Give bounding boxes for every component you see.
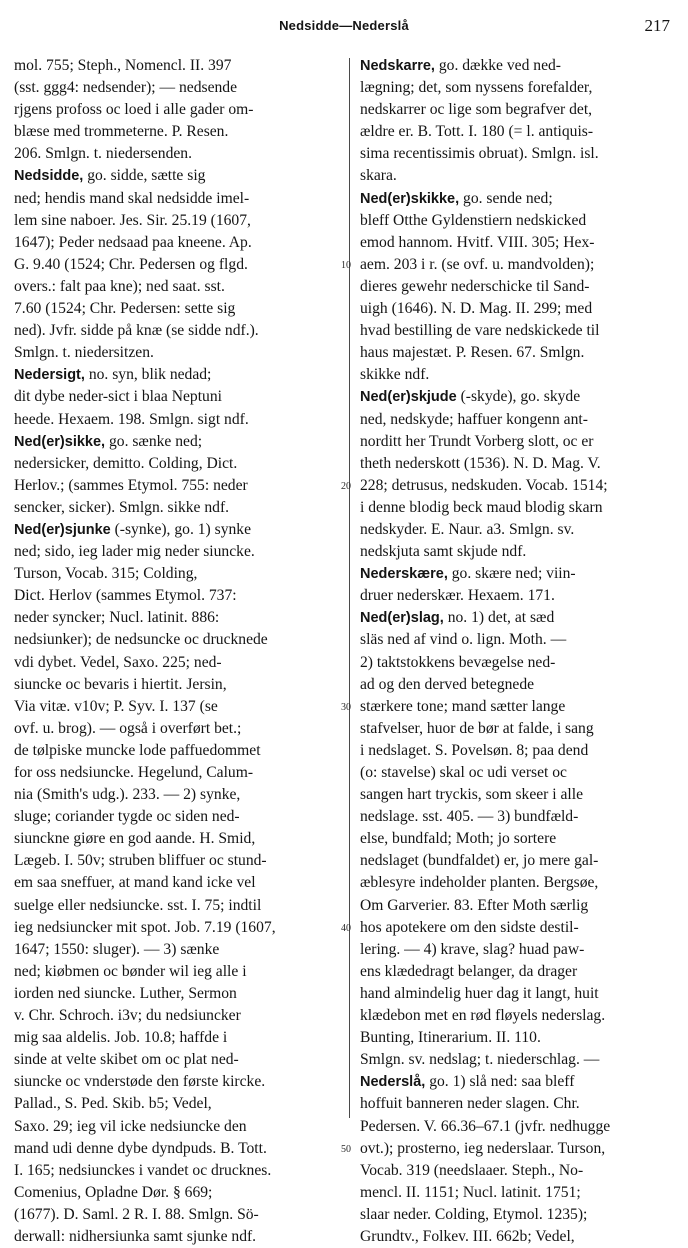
text-line: Om Garverier. 83. Efter Moth særlig [360,896,589,914]
left-column [14,55,336,1248]
text-line: ad og den derved betegnede [360,675,535,693]
text-line: blæse med trommeterne. P. Resen. [14,123,229,141]
text-line: ieg nedsiuncker mit spot. Job. 7.19 (1607, [14,918,276,936]
text-line: ned; sido, ieg lader mig neder siuncke. [14,543,255,561]
text-line: dit dybe neder-sict i blaa Neptuni [14,388,222,406]
line-number: 30 [341,701,351,713]
text-line: (sst. ggg4: nedsender); — nedsende [14,79,238,97]
text-line: Nedskarre, go. dække ved ned- [360,57,561,74]
text-line: 1647; 1550: sluger). — 3) sænke [14,940,220,958]
text-line: nedskjuta samt skjude ndf. [360,543,527,561]
text-line: hvad bestilling de vare nedskickede til [360,322,600,340]
text-line: bleff Otthe Gyldenstiern nedskicked [360,211,587,229]
text-line: suelge eller nedsiuncke. sst. I. 75; indtil [14,896,262,914]
text-line: ovt.); prosterno, ieg nederslaar. Turson, [360,1139,606,1157]
text-line: nedskarrer oc lige som begrafver det, [360,101,593,119]
text-line: Lægeb. I. 50v; struben bliffuer oc stund- [14,852,267,870]
text-line: ens klædedragt belanger, da drager [360,962,578,980]
text-line: mig saa aldelis. Job. 10.8; haffde i [14,1029,228,1047]
text-line: (1677). D. Saml. 2 R. I. 88. Smlgn. Sö- [14,1205,259,1223]
running-head: Nedsidde—Nederslå [279,18,409,33]
text-line: dieres gewehr nederschicke til Sand- [360,277,590,295]
text-line: heede. Hexaem. 198. Smlgn. sigt ndf. [14,410,249,428]
text-line: de tølpiske muncke lode paffuedommet [14,741,261,759]
text-line: vdi dybet. Vedel, Saxo. 225; ned- [14,653,222,671]
line-number: 10 [341,259,351,271]
text-line: nedsiunker); de nedsuncke oc drucknede [14,631,268,649]
text-line: sima recentissimis obruat). Smlgn. isl. [360,145,599,163]
text-line: G. 9.40 (1524; Chr. Pedersen og flgd. [14,255,248,273]
text-line: mand udi denne dybe dyndpuds. B. Tott. [14,1139,267,1157]
text-line: Via vitæ. v10v; P. Syv. I. 137 (se [14,697,218,715]
text-line: Pedersen. V. 66.36–67.1 (jvfr. nedhugge [360,1117,611,1135]
text-line: Grundtv., Folkev. III. 662b; Vedel, [360,1227,575,1245]
text-line: Pallad., S. Ped. Skib. b5; Vedel, [14,1095,212,1113]
text-line: Dict. Herlov (sammes Etymol. 737: [14,587,237,605]
text-line: mol. 755; Steph., Nomencl. II. 397 [14,57,232,74]
text-line: ned). Jvfr. sidde på knæ (se sidde ndf.). [14,322,259,340]
text-line: Turson, Vocab. 315; Colding, [14,565,198,583]
text-line: stærkere tone; mand sætter lange [360,697,566,715]
text-line: (o: stavelse) skal oc udi verset oc [360,764,567,781]
text-line: Bunting, Itinerarium. II. 110. [360,1029,541,1047]
text-line: 228; detrusus, nedskuden. Vocab. 1514; [360,476,608,494]
line-number: 20 [341,480,351,492]
text-line: ned; hendis mand skal nedsidde imel- [14,189,250,207]
text-line: neder syncker; Nucl. latinit. 886: [14,609,220,627]
text-line: siuncke oc vnderstøde den første kircke. [14,1073,266,1091]
line-number: 50 [341,1143,351,1155]
text-line: sinde at velte skibet om oc plat ned- [14,1051,239,1069]
text-line: for oss nedsiuncke. Hegelund, Calum- [14,764,254,781]
text-line: Ned(er)skjude (-skyde), go. skyde [360,388,581,406]
text-line: Herlov.; (sammes Etymol. 755: neder [14,476,248,494]
text-line: sluge; coriander tygde oc siden ned- [14,808,240,826]
text-line: lem sine naboer. Jes. Sir. 25.19 (1607, [14,211,251,229]
text-line: ældre er. B. Tott. I. 180 (= l. antiquis- [360,123,594,141]
text-line: sangen hart tryckis, som skeer i alle [360,786,584,804]
line-number: 40 [341,922,351,934]
column-divider [349,58,350,1118]
text-line: aem. 203 i r. (se ovf. u. mandvolden); [360,255,595,273]
text-line: släs ned af vind o. lign. Moth. — [360,631,567,649]
text-line: klædebon met en rød fløyels nederslag. [360,1007,606,1025]
text-line: Nederskære, go. skære ned; viin- [360,565,576,583]
text-line: Nedsidde, go. sidde, sætte sig [14,167,206,185]
text-line: iorden ned siuncke. Luther, Sermon [14,984,237,1002]
text-line: uigh (1646). N. D. Mag. II. 299; med [360,300,593,318]
text-line: Ned(er)slag, no. 1) det, at sæd [360,609,555,627]
right-column [360,55,676,1248]
text-line: 7.60 (1524; Chr. Pedersen: sette sig [14,300,236,318]
text-line: æblesyre indeholder planten. Bergsøe, [360,874,599,892]
text-line: nedskyder. E. Naur. a3. Smlgn. sv. [360,520,575,538]
text-line: skikke ndf. [360,366,430,384]
text-line: hos apotekere om den sidste destil- [360,918,579,936]
page-number: 217 [644,16,670,35]
text-line: i nedslaget. S. Povelsøn. 8; paa dend [360,741,589,759]
text-line: skara. [360,167,397,185]
text-line: mencl. II. 1151; Nucl. latinit. 1751; [360,1183,581,1201]
text-line: norditt her Trundt Vorberg slott, oc er [360,432,594,450]
text-line: else, bundfald; Moth; jo sortere [360,830,557,848]
text-line: Ned(er)sikke, go. sænke ned; [14,432,203,450]
text-line: hand almindelig huer dag it langt, huit [360,984,599,1002]
text-line: Smlgn. sv. nedslag; t. niederschlag. — [360,1051,600,1069]
text-line: Ned(er)skikke, go. sende ned; [360,189,553,207]
text-line: Nedersigt, no. syn, blik nedad; [14,366,212,384]
text-line: stafvelser, huor de bør at falde, i sang [360,719,594,737]
text-line: sencker, sicker). Smlgn. sikke ndf. [14,498,230,516]
text-line: ned; kiøbmen oc bønder wil ieg alle i [14,962,247,980]
text-line: druer nederskær. Hexaem. 171. [360,587,555,605]
text-line: Comenius, Opladne Dør. § 669; [14,1183,213,1201]
text-line: ned, nedskyde; haffuer kongenn ant- [360,410,588,428]
text-line: Vocab. 319 (needslaaer. Steph., No- [360,1161,584,1179]
text-line: 206. Smlgn. t. niedersenden. [14,145,193,163]
text-line: I. 165; nedsiunckes i vandet oc drucknes. [14,1161,272,1179]
text-line: overs.: falt paa kne); ned saat. sst. [14,277,225,295]
text-line: nedslage. sst. 405. — 3) bundfæld- [360,808,579,826]
text-line: theth nederskott (1536). N. D. Mag. V. [360,454,601,472]
text-line: siunckne giøre en god aande. H. Smid, [14,830,256,848]
text-line: haus majestæt. P. Resen. 67. Smlgn. [360,344,585,362]
text-line: 1647); Peder nedsaad paa kneene. Ap. [14,233,252,251]
text-line: Saxo. 29; ieg vil icke nedsiuncke den [14,1117,247,1135]
text-line: lering. — 4) krave, slag? huad paw- [360,940,585,958]
text-line: Smlgn. t. niedersitzen. [14,344,154,362]
text-line: emod hannom. Hvitf. VIII. 305; Hex- [360,233,595,251]
running-header [0,16,688,40]
text-line: i denne blodig beck maud blodig skarn [360,498,603,516]
text-line: rjgens profoss oc loed i alle gader om- [14,101,254,119]
text-line: lægning; det, som nyssens forefalder, [360,79,593,97]
text-line: Ned(er)sjunke (-synke), go. 1) synke [14,520,252,538]
text-line: em saa sneffuer, at mand kand icke vel [14,874,256,892]
text-line: derwall: nidhersiunka samt sjunke ndf. [14,1227,257,1245]
text-line: v. Chr. Schroch. i3v; du nedsiuncker [14,1007,241,1025]
text-line: ovf. u. brog). — også i overført bet.; [14,719,242,737]
text-line: nedslaget (bundfaldet) er, jo mere gal- [360,852,599,870]
text-line: nedersicker, demitto. Colding, Dict. [14,454,238,472]
text-line: siuncke oc bevaris i hiertit. Jersin, [14,675,227,693]
text-line: hoffuit banneren neder slagen. Chr. [360,1095,580,1113]
text-line: nia (Smith's udg.). 233. — 2) synke, [14,786,241,804]
text-line: slaar neder. Colding, Etymol. 1235); [360,1205,588,1223]
text-line: 2) taktstokkens bevægelse ned- [360,653,556,671]
text-line: Nederslå, go. 1) slå ned: saa bleff [360,1073,575,1091]
